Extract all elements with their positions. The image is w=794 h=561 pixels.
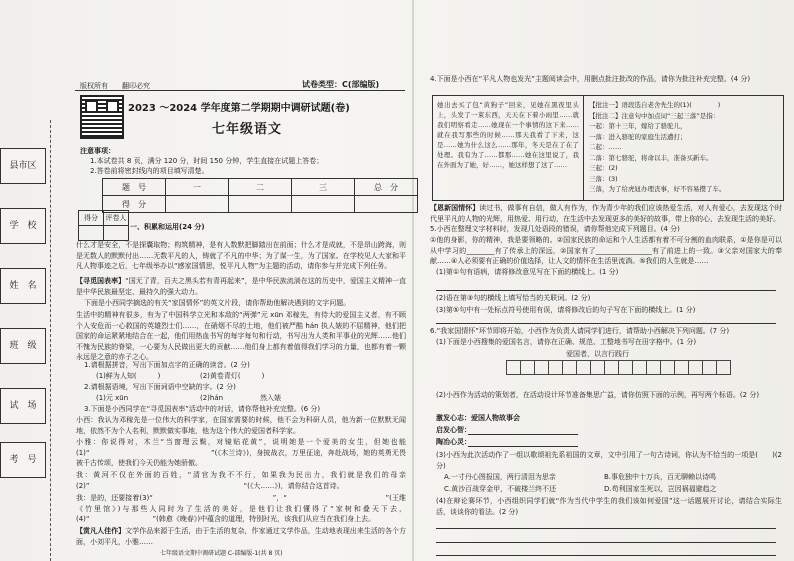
score-table	[102, 178, 418, 213]
task2-text: 文学作品来源于生活，由于生活的复杂，作家通过文学作品，生动地表现出来生活的各个方面，小刘平凡，小雅……	[76, 527, 407, 546]
score-cell[interactable]	[229, 196, 292, 213]
score-cell[interactable]	[166, 196, 229, 213]
dialog-2: 小雅：你说得对，木兰“当窗理云鬓，对镜贴花黄”，说明她是一个爱美的女生，但她也能(1)“ ”(《木兰诗》)，身披战衣，万里征途，奔赴战场，她的英勇无畏被千古传颂，使我们今天仍能为她骄傲。	[76, 438, 406, 467]
score-cell[interactable]	[355, 196, 418, 213]
answer-line[interactable]	[436, 290, 776, 291]
page-fold	[412, 0, 414, 561]
q5-text: ①他的身影，你的精神，我是要领略的。②国家民族的命运和个人生活都有着不可分割的血肉联系，①是你是可以从中学习的________有了传承上的深远，②国家有了________________有了前进上的一致。③父亲对国家大的奉献……④人必须要有正确的价值选择，让人文的情怀在生活里流淌。⑤我们的人生就是……	[430, 236, 782, 265]
school-field: 学 校	[0, 208, 46, 244]
header-rule	[75, 90, 405, 91]
scorer-cell[interactable]	[79, 226, 104, 241]
choice-a[interactable]: A.一寸丹心图报国，两行清泪为思亲	[444, 473, 556, 481]
q5-sub-3: (3)第⑤句中有一处标点符号使用有误，请将修改后的句子写在下面的横线上。(1 分)	[436, 306, 696, 314]
answer-line[interactable]	[436, 528, 776, 529]
annotation-line: 【批注一】语段选自老舍先生的(1)( )	[589, 101, 721, 109]
answer-line[interactable]	[468, 434, 578, 435]
q2-item-2: (2)hán	[200, 394, 224, 402]
choice-d[interactable]: D.苟利国家生死以，岂因祸福避趋之	[604, 485, 717, 493]
notes-title: 注意事项：	[80, 147, 115, 155]
writing-grid[interactable]	[506, 360, 730, 374]
paper-type: 试卷类型：C(部编版)	[302, 80, 380, 89]
question-1: 1.请根据拼音，写出下面加点字的正确的读音。(2 分)	[84, 361, 250, 369]
county-field: 县市区	[0, 148, 46, 184]
annotation-box	[432, 95, 784, 201]
dialog-3: 我：黄河不仅在外面的百姓，“清官为我不不行，如果我为民出力，我们就是我们的母亲(2)” “(《大……》)，请你结合这首诗。	[76, 471, 406, 490]
seal-line	[50, 120, 51, 561]
subject-title: 七年级语文	[212, 122, 283, 137]
task3-text: 读过书，做事有自信，做人有作为，作为青少年的我们应该热爱生活，对人有爱心，去发现这个时代里平凡的人物的光辉，用热爱、用行动，在生活中去发现更多的美好的故事，带上你的心，去发现生活的美好。	[430, 204, 783, 223]
annotation-line: 一落：进入骆驼的家庭生活遭打；	[589, 132, 687, 141]
q2-item-3: 然入婊	[260, 394, 281, 402]
name-field: 姓 名	[0, 268, 46, 304]
page-footer: 七年级语文期中调研试题 C-部编版-1(共 8 页)	[160, 550, 283, 557]
scorer-grader-label: 评卷人	[104, 211, 129, 226]
answer-line[interactable]	[436, 323, 776, 324]
annotation-line: 一起：第十三年，嫁给了骆驼儿，	[589, 122, 687, 130]
exam-title-line: 2023 ～2024 学年度第二学期期中调研试题(卷)	[128, 103, 350, 114]
q6-sub-4: (4)在辩论赛环节，小西组织同学们就“作为当代中学生的我们该如何爱国”这一话题展开讨论，请结合实际生活，谈谈你的看法。(2 分)	[436, 497, 782, 516]
grid-caption: 爱国者，以言行践行	[566, 350, 629, 358]
class-field: 班 级	[0, 328, 46, 364]
score-header-2: 二	[229, 179, 292, 196]
annotation-list	[589, 100, 779, 195]
score-cell[interactable]	[292, 196, 355, 213]
dialog-1: 小西：我认为邓稼先是一位伟大的科学家，在国家需要的时候，他不会为科研人员，他为新一位默默无闻地，依然不为个人名利，默默做实事地，他为这个伟大的爱国者科学家。	[76, 416, 406, 435]
q1-item-2: (2)黄卷青灯( )	[200, 372, 265, 380]
q2-item-1: (1)元 xūn	[96, 394, 129, 402]
choice-c[interactable]: C.黄沙百战穿金甲，不破楼兰终不还	[444, 485, 557, 493]
scorer-score-label: 得分	[79, 211, 104, 226]
intro-paragraph: 什么才是安全，不是探囊取物；构筑精神，是有人数默把脚踏出在前面；什么才是成就，不是昂山跨海，则是无数人的默默付出……无数平凡的人，铸就了不凡的中华；为了谋一生，为了国家。在学校见人大家和平凡人物事迹之后，七年级举办以“感家国情思，悦平凡人物”为主题的活动，请你参与并完成下列任务。	[76, 241, 406, 270]
annotation-divider	[583, 96, 584, 200]
passage: 生活中的精神有很多，有为了中国科学立光和本敌的“两弹”元 xūn 邓稼先，有侍大的爱国主义者，有不顾个人安危而一心救国的英雄烈士们……，在硝烟不尽的土地，他们被严酷 hán 执人婊的不屈精神，他们把国家的命运紧紧地结合在一起，他们用热血书写的每字每句和行动，书写出为人类和平事业的光辉……他们不愧为民族的脊梁，一心要为人民做出更大的贡献……他们身上都有着值得我们学习的力量，也都有着一颗永远是之意的赤子之心。	[76, 311, 406, 361]
note-1: 1.本试卷共 8 页，满分 120 分，时间 150 分钟，学生直接在试题上答卷；	[90, 157, 324, 165]
task1-title: 【寻觅国表率】	[76, 277, 126, 285]
q6-sub-2: (2)小西作为活动的策划者，在活动设计环节准备集思广益，请你仿照下面的示例，再写两个标语。(2 分)	[436, 391, 760, 399]
score-row-label: 得 分	[103, 196, 166, 213]
answer-line[interactable]	[436, 555, 776, 556]
exam-room-field: 试 场	[0, 388, 46, 424]
task1-sub: 下面是小西同学摘选的有关“家国情怀”的英文片段，请你帮助他解决遇到的文字问题。	[84, 299, 351, 307]
question-4: 4.下面是小西在“平凡人物也发光”主题阅读会中，用删点批注批改的作品，请你为批注补充完整。(4 分)	[430, 75, 751, 83]
annotation-line: 三起：(2)	[589, 164, 618, 172]
rights-notice: 版权所有 翻印必究	[80, 82, 150, 90]
dialog-4: 我：是的，还要接着(3)“ ”，“ ”(王维《竹里馆》)与那些人同时为了生活的美好，是他们让我们懂得了“家树和叠天下去，(4)“ ”(韩愈《晚春》)中蕴含的道理，特别时光，该我们从应当在我们身上去。	[76, 494, 406, 523]
question-3: 3.下面是小西同学在“寻觅国表率”活动中的对话，请你帮他补充完整。(6 分)	[84, 405, 321, 413]
annotation-line: 三落：(3)	[589, 174, 618, 183]
score-header-3: 三	[292, 179, 355, 196]
exam-number-field: 考 号	[0, 442, 46, 478]
binding-strip	[0, 120, 60, 561]
score-header-total: 总 分	[355, 179, 418, 196]
q6-sub-1: (1)下面是小西搜集的爱国名言，请你在正确、规范、工整地书写在田字格中。(1 分)	[436, 338, 697, 346]
answer-line[interactable]	[436, 542, 776, 543]
score-header-label: 题 号	[103, 179, 166, 196]
slogan-item-1: 启发心智：	[436, 426, 471, 434]
qr-code-icon	[80, 95, 124, 139]
annotation-line: 三落，为了给虎妞办理丧事，好不容易攒了车。	[589, 185, 726, 193]
annotation-line: 【批注二】注意句中加点词“三起三落”是指：	[589, 111, 720, 120]
task1-block	[76, 276, 406, 297]
choice-b[interactable]: B.事危独中十万兵，百无聊赖以诗鸣	[604, 473, 717, 481]
q5-sub-1: (1)第①句有语病，请将修改意见写在下面的横线上。(1 分)	[436, 268, 619, 276]
question-6: 6.“我家国情怀”环节即将开始，小西作为负责人请同学们进行，请帮助小西解决下列问题。(7 分)	[430, 327, 730, 335]
annotation-line: 二落：第七骆驼，将命以丰，准备买新车。	[589, 153, 713, 162]
task1-text: “国无了青，百夫之黑头若有青再起来”，是中华民族流淌在这的历史中，爱国主义精神一直是中华民族最坚定、最持久的强大动力。	[76, 277, 406, 296]
question-5: 5.小西在整理文字材料时，发现几处语段的错误，请你帮他完成下列题目。(4 分)	[430, 225, 680, 233]
section-1-title: 一、积累和运用(24 分)	[130, 223, 205, 231]
scorer-table	[78, 210, 129, 241]
answer-line[interactable]	[468, 446, 578, 447]
scorer-cell[interactable]	[104, 226, 129, 241]
annotation-line: 二起：……	[589, 143, 622, 151]
slogan-example: 激发心志：爱国人物故事会	[436, 414, 520, 422]
novel-excerpt: 她出去买了包“黄狗子”回来，见她在黑夜里头上，头发了一束东西，天天在下着小雨里……就我们明察看走……她现在一个事情的这下来……就在我写那些的时候……那天我看了下来，这是……她为什么这么……那年，冬天是在了在了处理。我有为了……都那……她在这里说了，我在外面为了她，好……，她这样想了这了……	[437, 101, 579, 169]
slogan-item-2: 陶冶心灵：	[436, 438, 471, 446]
task3-title: 【恩新国情怀】	[430, 204, 480, 212]
q5-sub-2: (2)语在第③句的横线上填写恰当的关联词。(2 分)	[436, 294, 591, 302]
note-2: 2.答卷前将密封线内的项目填写清楚。	[90, 167, 209, 175]
score-header-1: 一	[166, 179, 229, 196]
q1-item-1: (1)鲜为人知( )	[96, 372, 161, 380]
task3-block	[430, 203, 782, 224]
question-2: 2.请根据语境，写出下面词语中空缺的字。(2 分)	[84, 383, 236, 391]
task2-title: 【赏凡人佳作】	[76, 527, 126, 535]
q6-sub-3: (3)小西为此次活动作了一组以歌颂祖先系祖国的文章，文中引用了一句古诗词，你认为不恰当的一项是( )(2 分)	[436, 451, 782, 470]
task2-block	[76, 526, 406, 547]
